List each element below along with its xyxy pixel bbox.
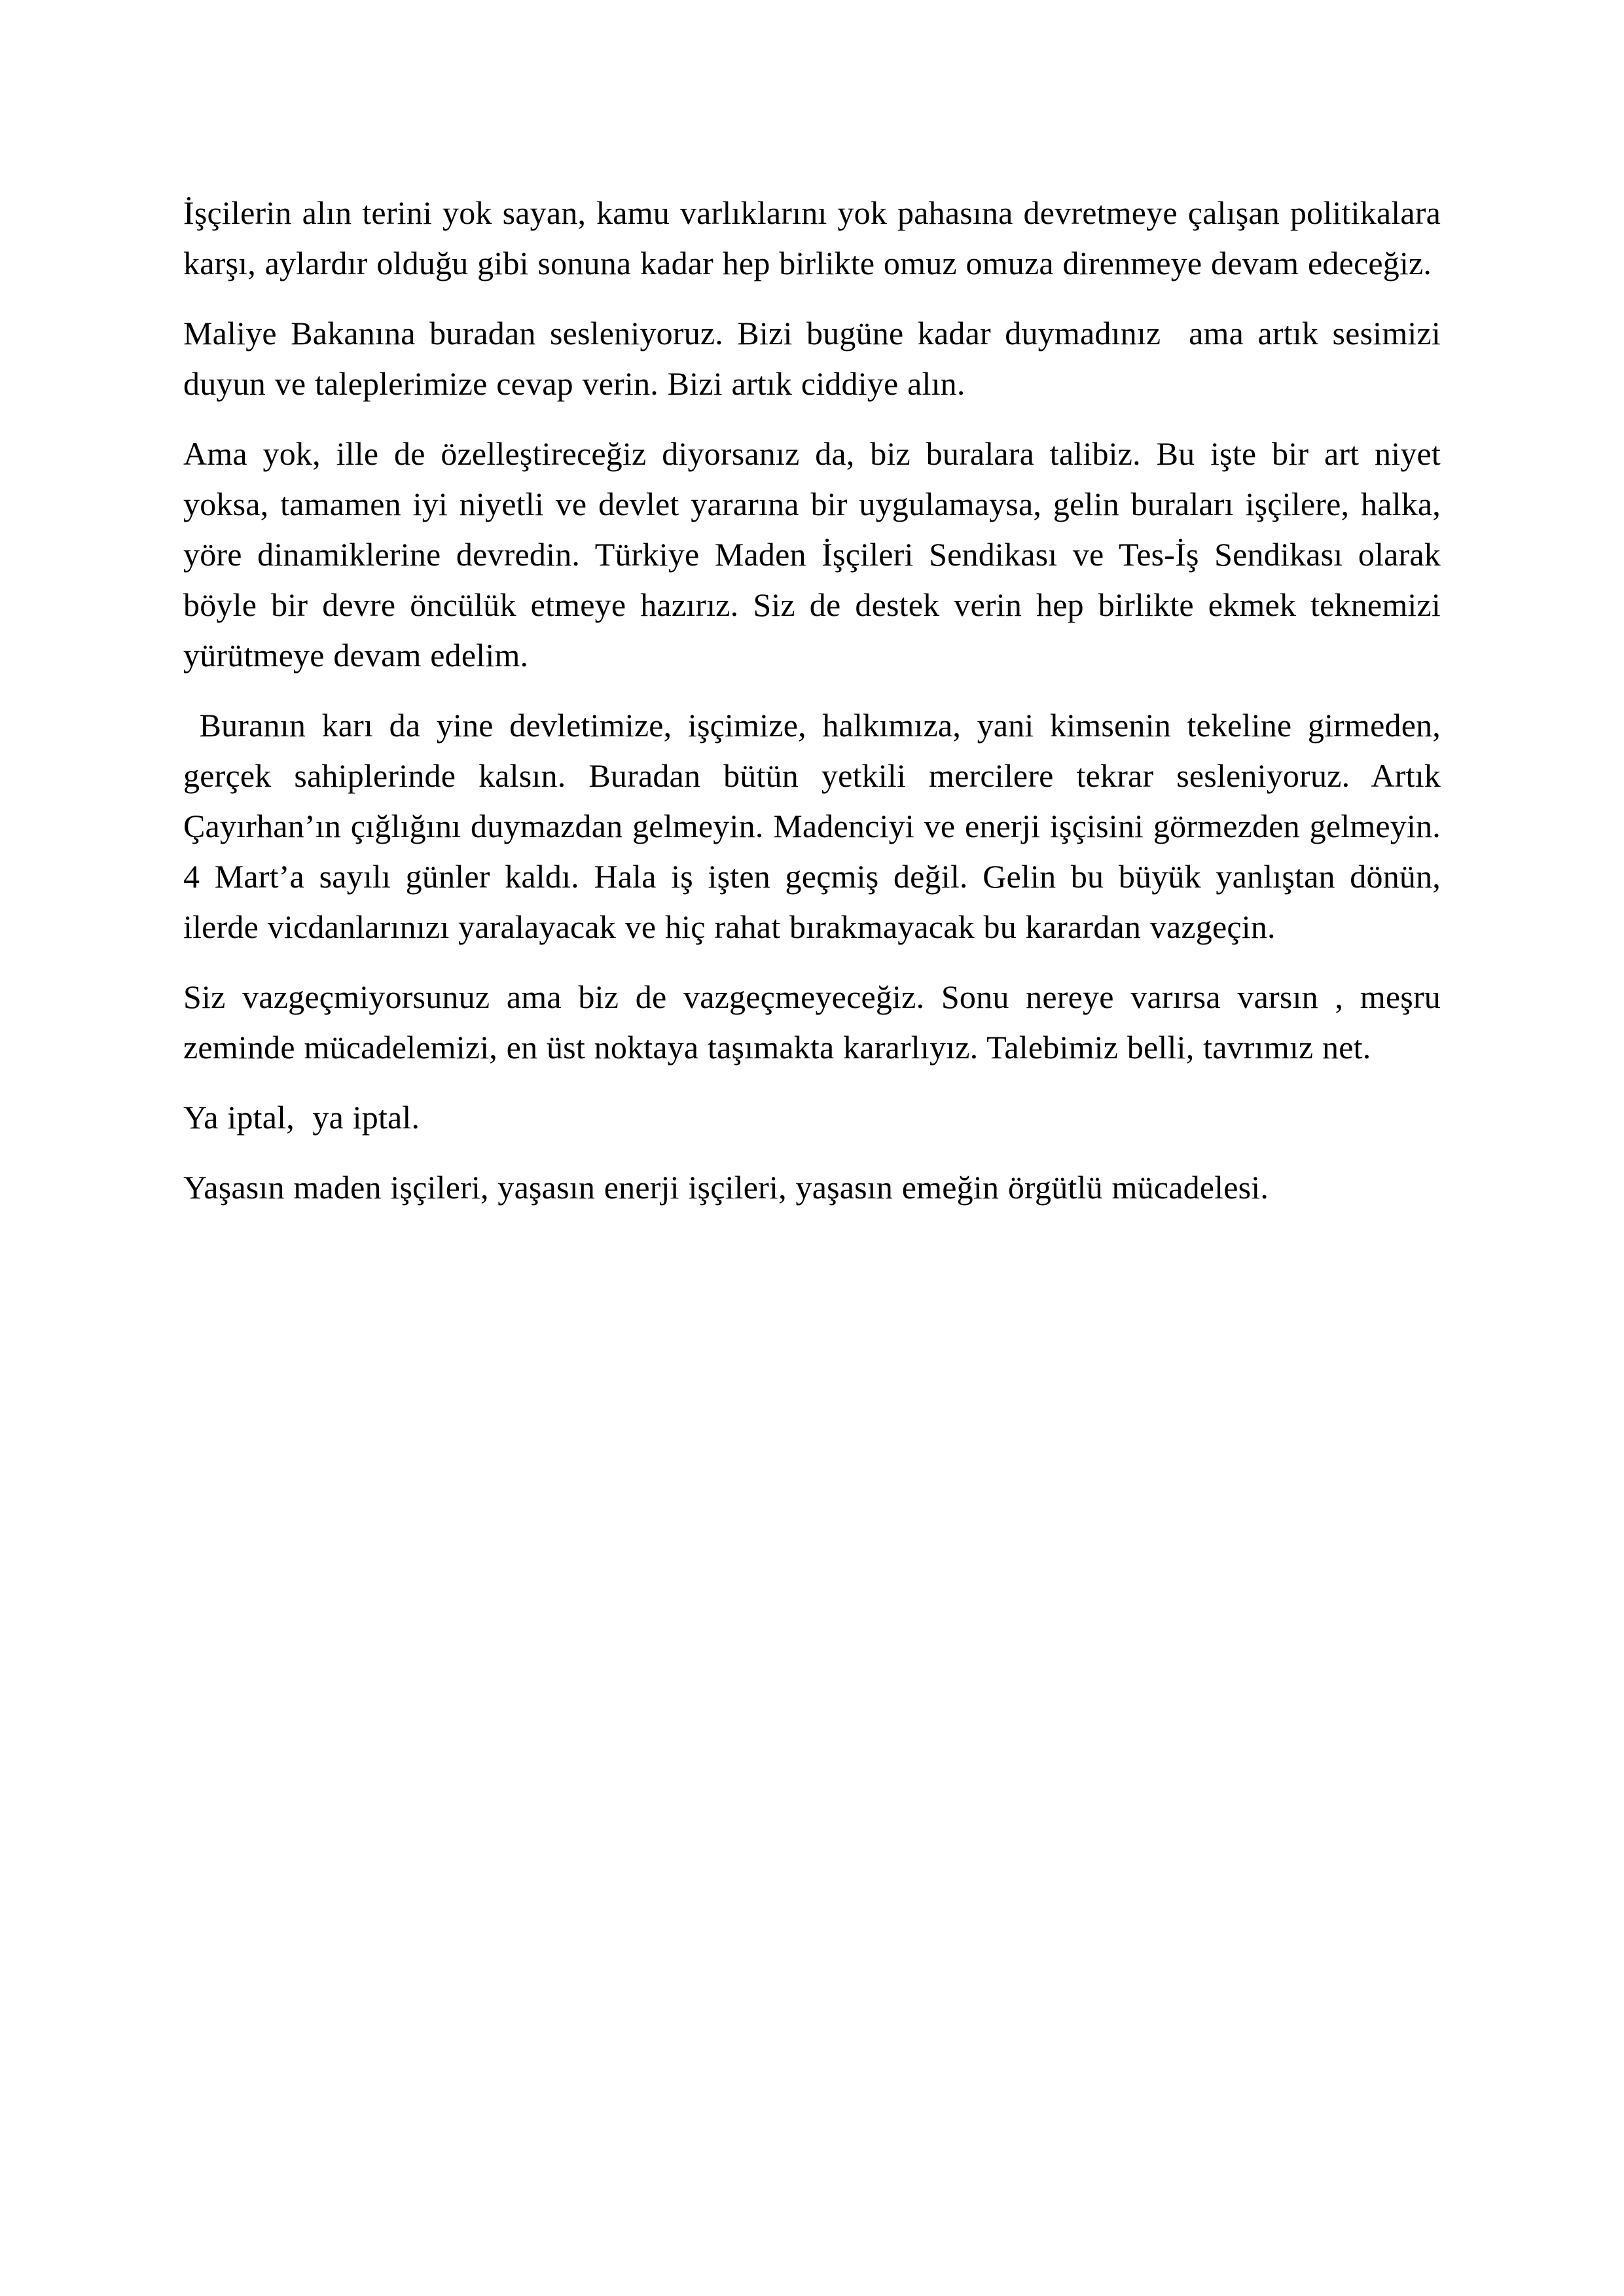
paragraph-5: Siz vazgeçmiyorsunuz ama biz de vazgeçmeyeceğiz. Sonu nereye varırsa varsın , meşru zeminde mücadelemizi, en üst noktaya taşımakta kararlıyız. Talebimiz belli, tavrımız net. bbox=[183, 978, 1441, 1066]
paragraph-1: İşçilerin alın terini yok sayan, kamu varlıklarını yok pahasına devretmeye çalışan politikalara karşı, aylardır olduğu gibi sonuna kadar hep birlikte omuz omuza direnmeye devam edeceğiz. bbox=[183, 194, 1441, 281]
paragraph-7: Yaşasın maden işçileri, yaşasın enerji işçileri, yaşasın emeğin örgütlü mücadelesi. bbox=[183, 1169, 1269, 1206]
paragraph-4: Buranın karı da yine devletimize, işçimize, halkımıza, yani kimsenin tekeline girmeden, gerçek sahiplerinde kalsın. Buradan bütün yetkili mercilere tekrar sesleniyoruz. Artık Çayırhan’ın çığlığını duymazdan gelmeyin. Madenciyi ve enerji işçisini görmezden gelmeyin. 4 Mart’a sayılı günler kaldı. Hala iş işten geçmiş değil. Gelin bu büyük yanlıştan dönün, ilerde vicdanlarınızı yaralayacak ve hiç rahat bırakmayacak bu karardan vazgeçin. bbox=[183, 707, 1441, 945]
document-text-block bbox=[183, 188, 1441, 1213]
paragraph-6: Ya iptal, ya iptal. bbox=[183, 1099, 420, 1136]
paragraph-2: Maliye Bakanına buradan sesleniyoruz. Bizi bugüne kadar duymadınız ama artık sesimizi duyun ve taleplerimize cevap verin. Bizi artık ciddiye alın. bbox=[183, 315, 1441, 402]
paragraph-3: Ama yok, ille de özelleştireceğiz diyorsanız da, biz buralara talibiz. Bu işte bir art niyet yoksa, tamamen iyi niyetli ve devlet yararına bir uygulamaysa, gelin buraları işçilere, halka, yöre dinamiklerine devredin. Türkiye Maden İşçileri Sendikası ve Tes-İş Sendikası olarak böyle bir devre öncülük etmeye hazırız. Siz de destek verin hep birlikte ekmek teknemizi yürütmeye devam edelim. bbox=[183, 435, 1441, 673]
